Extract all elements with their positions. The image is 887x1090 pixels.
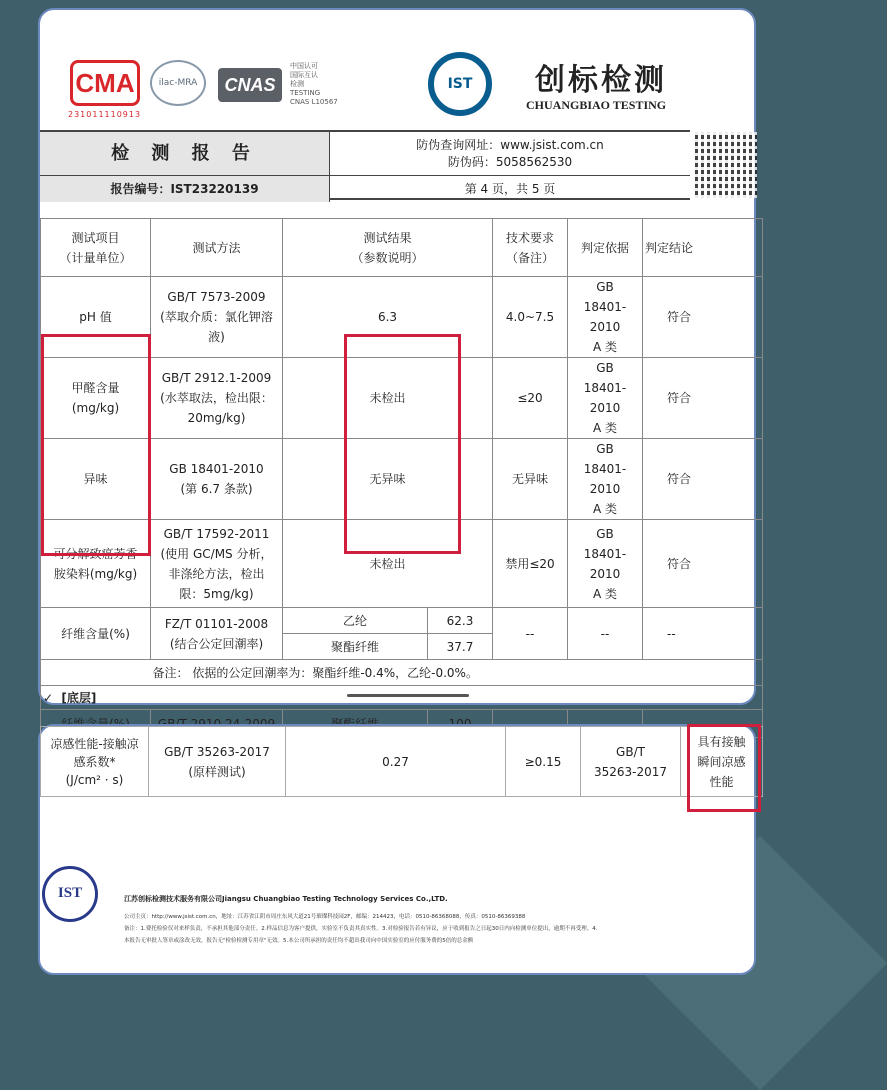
results-table — [40, 218, 763, 738]
col-header: 技术要求 （备注） — [493, 219, 568, 277]
cell: ≤20 — [493, 358, 568, 439]
cell: GB/T 7573-2009 (萃取介质：氯化钾溶 液) — [151, 277, 283, 358]
table-row — [41, 727, 763, 797]
cnas-logo: CNAS — [218, 68, 282, 102]
footer-line: 公司主页：http://www.jsist.com.cn，地址：江苏省江阴市周庄东风大道21号璀璨科技园2F，邮编：214423，电话：0510-86368088，传真：0510-86369388 — [124, 914, 526, 920]
table-row — [41, 520, 763, 608]
cell: -- — [493, 608, 568, 660]
anti-counterfeit-info — [330, 132, 690, 176]
section-label: ✓ [底层] — [41, 686, 763, 710]
section-row — [41, 686, 763, 710]
cell: GB 18401-2010 (第 6.7 条款) — [151, 439, 283, 520]
table-row — [41, 358, 763, 439]
cell: GB 18401-2010 A 类 — [568, 277, 643, 358]
report-title: 检 测 报 告 — [40, 132, 330, 176]
brand-name-en: CHUANGBIAO TESTING — [526, 98, 667, 112]
footer-line: 备注：1.费托检验仅对来样负责，不承担其他部分责任。2.样品信息为客户提供，实验室不负责其真实性。3.对检验报告若有异议，应于收到报告之日起30日内向检测单位提出，逾期不再受理。4. — [124, 926, 598, 932]
col-header: 判定结论 — [643, 219, 763, 277]
fiber-row — [41, 608, 763, 634]
check-icon: ✓ — [43, 690, 54, 705]
report-page-card-2 — [38, 724, 756, 975]
footer-company: 江苏创标检测技术服务有限公司Jiangsu Chuangbiao Testing Technology Services Co.,LTD. — [124, 895, 448, 903]
report-info-box — [40, 130, 690, 200]
col-header: 判定依据 — [568, 219, 643, 277]
cell: pH 值 — [41, 277, 151, 358]
report-number: 报告编号：IST23220139 — [40, 176, 330, 202]
cell: -- — [643, 608, 763, 660]
table-header-row — [41, 219, 763, 277]
cell: 6.3 — [283, 277, 493, 358]
report-header — [40, 10, 754, 130]
anti-code: 防伪码：5058562530 — [447, 155, 573, 169]
qr-code-icon — [695, 132, 757, 198]
cell: 无异味 — [283, 439, 493, 520]
cell: 4.0~7.5 — [493, 277, 568, 358]
cell: 37.7 — [428, 634, 493, 660]
cell: 凉感性能-接触凉 感系数* (J/cm² · s) — [41, 727, 149, 797]
cell: GB/T 2912.1-2009 (水萃取法，检出限： 20mg/kg) — [151, 358, 283, 439]
ilac-mra-logo: ilac-MRA — [150, 60, 206, 106]
cell: GB/T 17592-2011 (使用 GC/MS 分析， 非涤纶方法，检出 限：5mg/kg) — [151, 520, 283, 608]
cell: 禁用≤20 — [493, 520, 568, 608]
cnas-text: 中国认可 国际互认 检测 TESTING CNAS L10567 — [290, 62, 338, 106]
cell: ≥0.15 — [506, 727, 581, 797]
cell: 无异味 — [493, 439, 568, 520]
cell: 甲醛含量 (mg/kg) — [41, 358, 151, 439]
cma-number: 231011110913 — [68, 110, 142, 119]
cell: 62.3 — [428, 608, 493, 634]
cell: 符合 — [643, 439, 763, 520]
cell: 符合 — [643, 520, 763, 608]
cell: 纤维含量(%) — [41, 608, 151, 660]
cell: GB 18401-2010 A 类 — [568, 439, 643, 520]
cell: GB/T 35263-2017 — [581, 727, 681, 797]
brand-name-cn: 创标检测 — [535, 63, 667, 98]
cell: 未检出 — [283, 358, 493, 439]
cell: 具有接触 瞬间凉感 性能 — [681, 727, 763, 797]
ist-seal-icon: IST — [42, 866, 98, 922]
scrollbar[interactable] — [347, 694, 469, 697]
cell: FZ/T 01101-2008 (结合公定回潮率) — [151, 608, 283, 660]
cell: 聚酯纤维 — [283, 634, 428, 660]
note-row — [41, 660, 763, 686]
cell: GB 18401-2010 A 类 — [568, 358, 643, 439]
ist-logo-icon: IST — [428, 52, 492, 116]
report-page-card — [38, 8, 756, 705]
cool-feeling-table — [40, 726, 763, 797]
table-row — [41, 439, 763, 520]
cell: GB 18401-2010 A 类 — [568, 520, 643, 608]
cell: 可分解致癌芳香 胺染料(mg/kg) — [41, 520, 151, 608]
col-header: 测试方法 — [151, 219, 283, 277]
cell: 乙纶 — [283, 608, 428, 634]
cma-logo: CMA — [70, 60, 140, 106]
cell: 异味 — [41, 439, 151, 520]
footer-line: 本报告无审批人签章或涂改无效，报告无"检验检测专用章"无效。5.本公司所承担的责任均不超出我司向中国实验室的应付服务费的5倍的总金额 — [124, 938, 474, 944]
table-row — [41, 277, 763, 358]
cell: 未检出 — [283, 520, 493, 608]
fiber-note: 备注： 依据的公定回潮率为：聚酯纤维-0.4%，乙纶-0.0%。 — [151, 660, 763, 686]
anti-url: 防伪查询网址：www.jsist.com.cn — [416, 138, 604, 152]
col-header: 测试项目 （计量单位） — [41, 219, 151, 277]
col-header: 测试结果 （参数说明） — [283, 219, 493, 277]
cell: 符合 — [643, 277, 763, 358]
cell: GB/T 35263-2017 (原样测试) — [149, 727, 286, 797]
cell: 0.27 — [286, 727, 506, 797]
cell: -- — [568, 608, 643, 660]
page-indicator: 第 4 页，共 5 页 — [464, 182, 556, 196]
cell: 符合 — [643, 358, 763, 439]
